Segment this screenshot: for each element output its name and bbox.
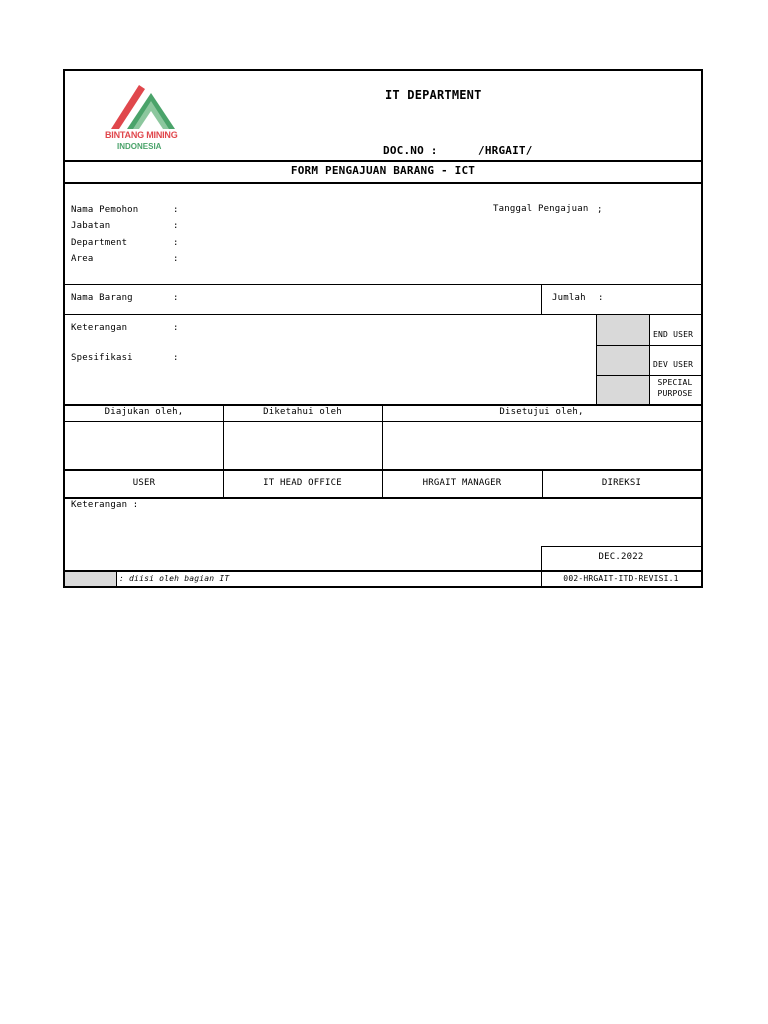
role-direksi: DIREKSI (601, 478, 642, 488)
legend-text: : diisi oleh bagian IT (119, 574, 230, 583)
note-label: Keterangan (71, 323, 128, 333)
footer-note-label: Keterangan : (71, 500, 139, 510)
applicant-name-label: Nama Pemohon (71, 205, 139, 215)
special-label: SPECIAL (657, 378, 693, 387)
item-name-label: Nama Barang (71, 293, 133, 303)
item-name-colon: : (173, 293, 179, 303)
revision-code: 002-HRGAIT-ITD-REVISI.1 (563, 574, 679, 583)
spec-label: Spesifikasi (71, 353, 133, 363)
request-date-colon: ; (597, 205, 603, 215)
quantity-colon: : (598, 293, 604, 303)
note-colon: : (173, 323, 179, 333)
applicant-position-colon: : (173, 221, 179, 231)
mountain-logo-icon (103, 79, 193, 131)
logo-line2: INDONESIA (117, 142, 162, 151)
submitted-by-label: Diajukan oleh, (104, 407, 184, 417)
end-user-label: END USER (653, 330, 694, 339)
special-purpose-checkbox[interactable] (597, 376, 649, 404)
applicant-department-colon: : (173, 238, 179, 248)
form-date: DEC.2022 (598, 552, 644, 562)
spec-colon: : (173, 353, 179, 363)
purpose-label: PURPOSE (657, 389, 693, 398)
applicant-area-colon: : (173, 254, 179, 264)
end-user-checkbox[interactable] (597, 315, 649, 345)
applicant-position-label: Jabatan (71, 221, 111, 231)
doc-no-label: DOC.NO : (383, 144, 438, 157)
applicant-department-label: Department (71, 238, 128, 248)
role-it-head-office: IT HEAD OFFICE (263, 478, 342, 488)
role-hrgait-manager: HRGAIT MANAGER (422, 478, 502, 488)
acknowledged-by-label: Diketahui oleh (263, 407, 342, 417)
applicant-area-label: Area (71, 254, 94, 264)
logo-line1: BINTANG MINING (105, 130, 178, 140)
role-user: USER (132, 478, 156, 488)
approved-by-label: Disetujui oleh, (499, 407, 584, 417)
company-logo (103, 79, 193, 159)
request-date-label: Tanggal Pengajuan (493, 204, 589, 214)
request-form (63, 69, 703, 588)
legend-shade-swatch (65, 572, 116, 586)
form-title: FORM PENGAJUAN BARANG - ICT (290, 164, 476, 177)
department-title: IT DEPARTMENT (385, 88, 482, 102)
doc-no-value: /HRGAIT/ (478, 144, 533, 157)
applicant-name-colon: : (173, 205, 179, 215)
quantity-label: Jumlah (552, 293, 586, 303)
dev-user-label: DEV USER (653, 360, 694, 369)
dev-user-checkbox[interactable] (597, 346, 649, 375)
